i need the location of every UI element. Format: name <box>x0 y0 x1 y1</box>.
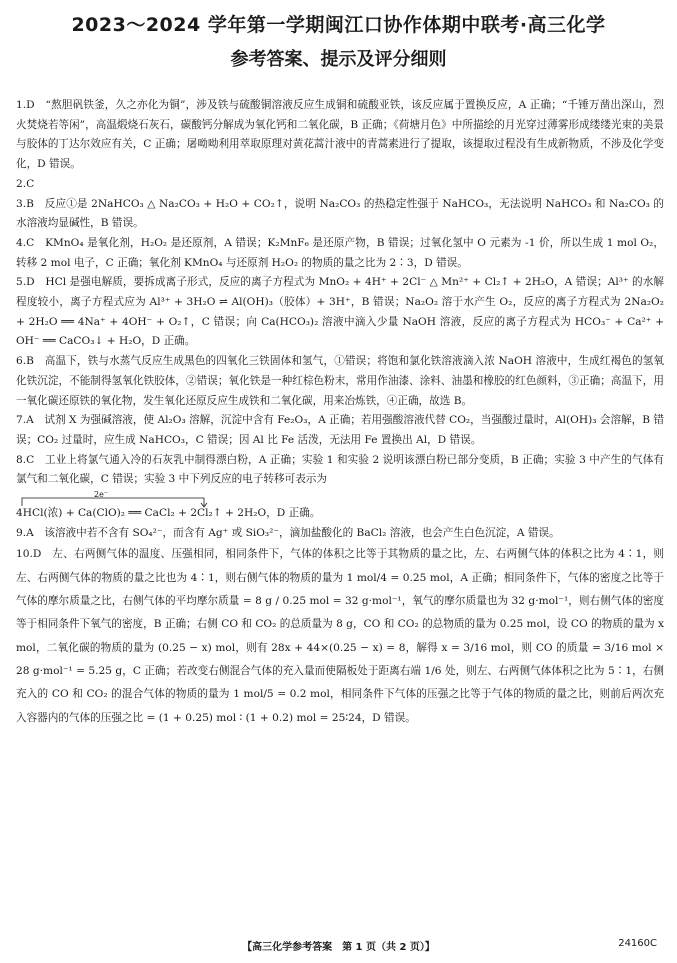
electron-transfer-arrow <box>20 494 220 508</box>
item-number: 8. <box>16 453 27 466</box>
item-explanation: 4HCl(浓) + Ca(ClO)₂ ══ CaCl₂ + 2Cl₂↑ + 2H₂O，D 正确。 <box>16 507 321 520</box>
item-answer: C <box>26 453 35 466</box>
item-explanation: KMnO₄ 是氧化剂，H₂O₂ 是还原剂，A 错误；K₂MnF₆ 是还原产物，B 错误；过氧化氢中 O 元素为 -1 价，所以生成 1 mol O₂，转移 2 mol 电子，C 正确；氧化剂 KMnO₄ 与还原剂 H₂O₂ 的物质的量之比为 2∶3，D 错误。 <box>16 236 664 269</box>
page-footer <box>0 938 677 953</box>
answer-item-9 <box>16 524 664 544</box>
answer-item-6 <box>16 352 664 411</box>
page-header <box>0 0 677 71</box>
item-explanation: 工业上将氯气通入冷的石灰乳中制得漂白粉，A 正确；实验 1 和实验 2 说明该漂白粉已部分变质，B 正确；实验 3 中产生的气体有氯气和二氧化碳，C 错误；实验 3 中下列反应的电子转移可表示为 <box>16 453 664 486</box>
item-answer: B <box>26 355 34 368</box>
item-answer: D <box>26 99 35 111</box>
answer-item-5 <box>16 273 664 352</box>
item-number: 3. <box>16 197 27 210</box>
item-number: 6. <box>16 355 27 368</box>
item-answer: C <box>26 236 35 249</box>
answer-item-1 <box>16 96 664 175</box>
item-explanation: 试剂 X 为强碱溶液，使 Al₂O₃ 溶解，沉淀中含有 Fe₂O₃，A 正确；若用强酸溶液代替 CO₂，当强酸过量时，Al(OH)₃ 会溶解，B 错误；CO₂ 过量时，应生成 NaHCO₃，C 错误；因 Al 比 Fe 活泼，无法用 Fe 置换出 Al，D 错误。 <box>16 414 665 446</box>
answer-item-4 <box>16 234 664 273</box>
answer-item-7 <box>16 411 664 450</box>
item-number: 5. <box>16 276 27 289</box>
answer-list <box>16 96 664 730</box>
item-explanation: 反应①是 2NaHCO₃ △ Na₂CO₃ + H₂O + CO₂↑，说明 Na₂CO₃ 的热稳定性强于 NaHCO₃，无法说明 NaHCO₃ 和 Na₂CO₃ 的水溶液均显碱性，B 错误。 <box>16 197 665 230</box>
answer-item-8 <box>16 451 664 490</box>
electron-transfer-equation <box>16 490 664 524</box>
item-explanation: HCl 是强电解质，要拆成离子形式，反应的离子方程式为 MnO₂ + 4H⁺ + 2Cl⁻ △ Mn²⁺ + Cl₂↑ + 2H₂O，A 错误；Al³⁺ 的水解程度较小，离子方程式应为 Al³⁺ + 3H₂O ⇌ Al(OH)₃（胶体）+ 3H⁺，B 错误；Na₂O₂ 溶于水产生 O₂，反应的离子方程式为 2Na₂O₂ + 2H₂O ══ 4Na⁺ + 4OH⁻ + O₂↑，C 错误；向 Ca(HCO₃)₂ 溶液中滴入少量 NaOH 溶液，反应的离子方程式为 HCO₃⁻ + Ca²⁺ + OH⁻ ══ CaCO₃↓ + H₂O，D 正确。 <box>16 276 664 348</box>
answer-item-3 <box>16 195 664 234</box>
footer-page-info: 【高三化学参考答案 第 1 页（共 2 页）】 <box>242 942 435 953</box>
item-number: 2. <box>16 177 27 190</box>
item-number: 10. <box>16 548 33 561</box>
item-explanation: 该溶液中若不含有 SO₄²⁻，而含有 Ag⁺ 或 SiO₃²⁻，滴加盐酸化的 BaCl₂ 溶液，也会产生白色沉淀，A 错误。 <box>44 526 560 539</box>
item-answer: C <box>26 177 35 190</box>
item-number: 1. <box>16 99 27 111</box>
item-answer: A <box>26 414 34 427</box>
item-answer: B <box>26 197 34 210</box>
page-title: 2023～2024 学年第一学期闽江口协作体期中联考·高三化学 <box>71 14 606 36</box>
footer-code: 24160C <box>618 938 657 949</box>
item-number: 7. <box>16 414 27 427</box>
item-explanation: 高温下，铁与水蒸气反应生成黑色的四氧化三铁固体和氢气，①错误；将饱和氯化铁溶液滴入浓 NaOH 溶液中，生成红褐色的氢氧化铁沉淀，不能制得氢氧化铁胶体，②错误；氧化铁是一种红棕色粉末，常用作油漆、涂料、油墨和橡胶的红色颜料，③正确；高温下，用一氧化碳还原铁的氧化物，发生氧化还原反应生成铁和二氧化碳，用来冶炼铁，④正确，故选 B。 <box>16 355 665 407</box>
item-answer: D <box>26 276 35 289</box>
answer-item-2 <box>16 175 664 195</box>
item-number: 9. <box>16 526 27 539</box>
item-explanation: “熬胆矾铁釜，久之亦化为铜”，涉及铁与硫酸铜溶液反应生成铜和硫酸亚铁，该反应属于置换反应，A 正确；“千锤万凿出深山，烈火焚烧若等闲”，高温煅烧石灰石，碳酸钙分解成为氧化钙和二氧化碳，B 正确；《荷塘月色》中所描绘的月光穿过薄雾形成缕缕光束的美景与胶体的丁达尔效应有关，C 正确；屠呦呦利用萃取原理对黄花蒿汁液中的青蒿素进行了提取，该提取过程没有生成新物质，不涉及化学变化，D 错误。 <box>16 99 665 171</box>
item-answer: A <box>26 526 34 539</box>
page-subtitle: 参考答案、提示及评分细则 <box>230 49 447 70</box>
item-explanation: 左、右两侧气体的温度、压强相同，相同条件下，气体的体积之比等于其物质的量之比，左、右两侧气体的体积之比为 4∶1，则左、右两侧气体的物质的量之比也为 4∶1，则右侧气体的物质的量为 1 mol/4 = 0.25 mol，A 正确；相同条件下，气体的密度之比等于气体的摩尔质量之比，右侧气体的平均摩尔质量 = 8 g / 0.25 mol = 32 g·mol⁻¹，氧气的摩尔质量也为 32 g·mol⁻¹，则右侧气体的密度等于相同条件下氧气的密度，B 正确；右侧 CO 和 CO₂ 的总质量为 8 g，CO 和 CO₂ 的总物质的量为 0.25 mol，设 CO 的物质的量为 x mol，二氧化碳的物质的量为 (0.25 − x) mol，则有 28x + 44×(0.25 − x) = 8，解得 x = 3/16 mol，则 CO 的质量 = 3/16 mol × 28 g·mol⁻¹ = 5.25 g，C 正确；若改变右侧混合气体的充入量而使隔板处于距离右端 1/6 处，则左、右两侧气体体积之比为 5∶1，右侧充入的 CO 和 CO₂ 的混合气体的物质的量为 1 mol/5 = 0.2 mol，相同条件下气体的压强之比等于气体的物质的量之比，则前后两次充入容器内的气体的压强之比 = (1 + 0.25) mol ∶ (1 + 0.2) mol = 25∶24，D 错误。 <box>16 548 665 724</box>
item-answer: D <box>32 548 42 561</box>
item-number: 4. <box>16 236 27 249</box>
answer-item-10 <box>16 543 664 729</box>
electron-transfer-label: 2e⁻ <box>94 490 109 500</box>
